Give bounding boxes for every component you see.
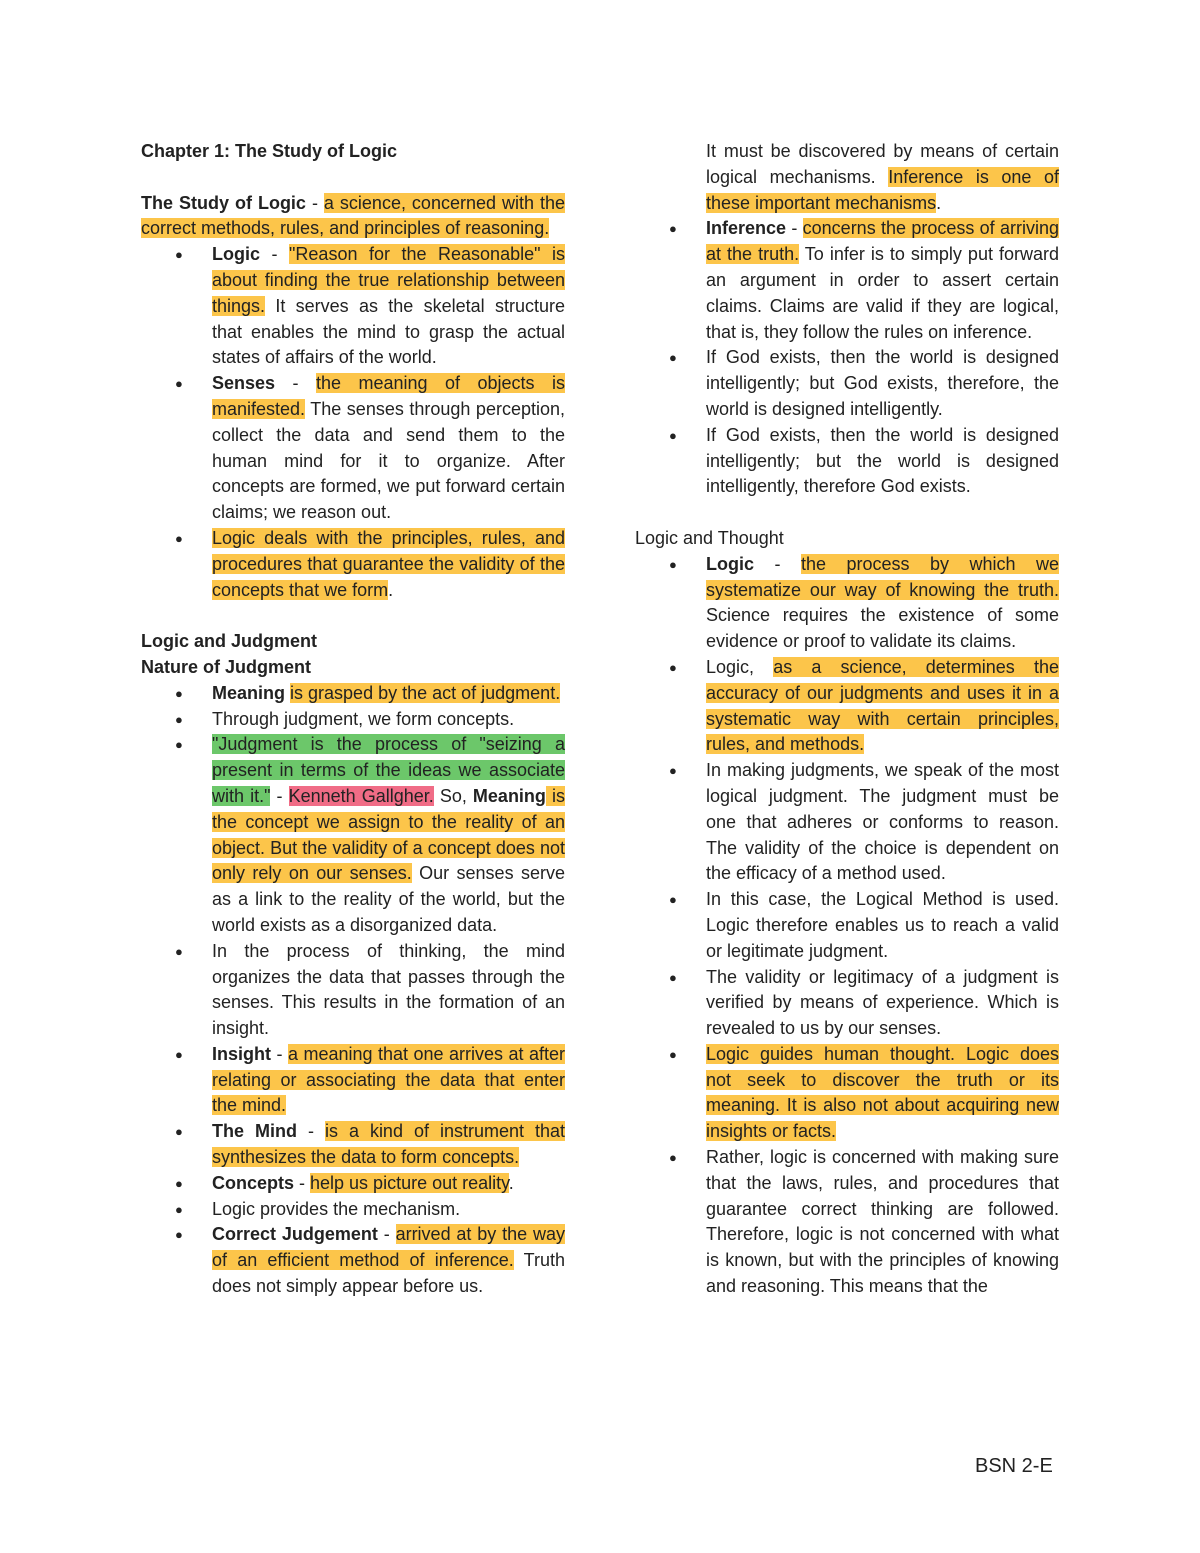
section-title: Logic and Judgment (141, 631, 318, 652)
list-item (635, 887, 1059, 964)
highlight-yellow: "Reason for the Reasonable" is about finding the true relationship between things. (212, 244, 565, 316)
list-item (141, 1042, 565, 1119)
body-text: The validity or legitimacy of a judgment is verified by means of experience. Which is revealed to us by our senses. (706, 966, 1059, 1039)
right-column (635, 139, 1059, 1300)
list-item (141, 1119, 565, 1171)
separator: - (275, 373, 316, 394)
body-text: In making judgments, we speak of the most logical judgment. The judgment must be one that adheres or conforms to reason. The validity of the choice is dependent on the efficacy of a method used. (706, 760, 1059, 884)
section-title: Logic and Thought (635, 527, 784, 548)
list-item (635, 552, 1059, 655)
term: Logic (212, 244, 260, 265)
list-item (635, 1042, 1059, 1145)
separator: - (377, 1224, 396, 1245)
continuation-list (635, 139, 1059, 500)
list-item (141, 1197, 565, 1223)
study-of-logic-list (141, 242, 565, 603)
list-item (141, 681, 565, 707)
body-text: Through judgment, we form concepts. (212, 708, 515, 729)
highlight-yellow: arrived at by the way of an efficient method of inference. (212, 1224, 565, 1271)
term: The Mind (212, 1121, 297, 1142)
highlight-yellow: Logic guides human thought. Logic does not seek to discover the truth or its meaning. It is also not about acquiring new insights or facts. (706, 1043, 1059, 1142)
term: Insight (212, 1043, 271, 1064)
body-text: It must be discovered by means of certain logical mechanisms. (706, 141, 1059, 187)
body-text: . (388, 579, 394, 600)
highlight-yellow: concerns the process of arriving at the truth. (706, 218, 1059, 265)
body-text: In this case, the Logical Method is used. Logic therefore enables us to reach a valid or legitimate judgment. (706, 889, 1059, 961)
body-text: Logic, (706, 656, 774, 677)
highlight-green: "Judgment is the process of "seizing a present in terms of the ideas we associate with it." (212, 734, 565, 806)
chapter-title: Chapter 1: The Study of Logic (141, 141, 398, 161)
list-item (141, 939, 565, 1042)
continued-item (635, 139, 1059, 216)
page-footer: BSN 2-E (975, 1455, 1053, 1477)
term: Senses (212, 373, 276, 394)
term: Logic (706, 553, 754, 574)
list-item (141, 242, 565, 371)
separator: - (305, 192, 324, 213)
separator: - (786, 218, 803, 239)
body-text: In the process of thinking, the mind organizes the data that passes through the senses. This results in the formation of an insight. (212, 940, 565, 1039)
list-item (635, 216, 1059, 345)
list-item (635, 345, 1059, 422)
term: Concepts (212, 1172, 295, 1193)
subsection-title: Nature of Judgment (141, 656, 312, 677)
separator: - (296, 1121, 325, 1142)
body-text: Truth does not simply appear before us. (212, 1250, 565, 1297)
highlight-yellow: help us picture out reality (310, 1172, 509, 1193)
list-item (141, 526, 565, 603)
body-text: Our senses serve as a link to the reality of the world, but the world exists as a disorganized data. (212, 863, 565, 935)
highlight-pink: Kenneth Gallgher. (288, 785, 434, 806)
spacer (141, 603, 565, 629)
highlight-yellow: Inference is one of these important mechanisms (706, 166, 1059, 213)
highlight-yellow: as a science, determines the accuracy of our judgments and uses it in a systematic way with certain principles, rules, and methods. (706, 656, 1059, 755)
list-item (635, 965, 1059, 1042)
body-text: The senses through perception, collect the data and send them to the human mind for it to organize. After concepts are formed, we put forward certain claims; we reason out. (212, 398, 565, 523)
list-item (141, 1171, 565, 1197)
highlight-yellow: a meaning that one arrives at after relating or associating the data that enter the mind. (212, 1043, 565, 1116)
list-item (635, 758, 1059, 887)
highlight-yellow: is the concept we assign to the reality of an object. (212, 785, 565, 858)
term: Meaning (212, 682, 286, 703)
highlight-yellow: the process by which we systematize our way of knowing the truth. (706, 553, 1059, 600)
highlight-yellow: is a kind of instrument that synthesizes the data to form concepts. (212, 1121, 565, 1168)
separator: - (754, 553, 801, 574)
separator: - (270, 785, 289, 806)
body-text: If God exists, then the world is designed intelligently; but the world is designed intelligently, therefore God exists. (706, 424, 1059, 497)
body-text: Science requires the existence of some evidence or proof to validate its claims. (706, 605, 1059, 652)
list-item (635, 423, 1059, 500)
term: Meaning (472, 785, 546, 806)
body-text: . (508, 1172, 514, 1193)
body-text: . (936, 192, 942, 213)
body-text: It serves as the skeletal structure that enables the mind to grasp the actual states of affairs of the world. (212, 295, 565, 368)
spacer (141, 165, 565, 191)
highlight-yellow: the meaning of objects is manifested. (212, 373, 566, 419)
body-text: Logic provides the mechanism. (212, 1198, 461, 1219)
highlight-yellow: Logic deals with the principles, rules, and procedures that guarantee the validity of the concepts that we form (212, 527, 565, 600)
list-item (141, 371, 565, 526)
list-item (141, 1222, 565, 1299)
list-item (635, 1145, 1059, 1300)
separator: - (260, 244, 290, 265)
body-text: So, (433, 785, 473, 806)
highlight-yellow: is grasped by the act of judgment. (290, 682, 561, 703)
term: Correct Judgement (212, 1224, 378, 1245)
list-item (635, 655, 1059, 758)
highlight-yellow: But the validity of a concept does not only rely on our senses. (212, 837, 565, 884)
body-text: To infer is to simply put forward an argument in order to assert certain claims. Claims are valid if they are logical, that is, they follow the rules on inference. (706, 244, 1059, 342)
intro-term: The Study of Logic (141, 192, 306, 213)
nature-of-judgment-list (141, 681, 565, 1300)
body-text: If God exists, then the world is designed intelligently; but God exists, therefore, the world is designed intelligently. (706, 347, 1059, 419)
left-column (141, 139, 565, 1300)
logic-and-thought-list (635, 552, 1059, 1300)
separator: - (294, 1172, 311, 1193)
term: Inference (706, 218, 787, 239)
highlight-yellow: a science, concerned with the correct methods, rules, and principles of reasoning. (141, 192, 565, 239)
intro-paragraph (141, 191, 565, 243)
separator: - (271, 1043, 288, 1064)
list-item (141, 707, 565, 733)
list-item (141, 732, 565, 938)
body-text: Rather, logic is concerned with making sure that the laws, rules, and procedures that guarantee correct thinking are followed. Therefore, logic is not concerned with what is known, but with the principles of knowing and reasoning. This means that the (706, 1147, 1059, 1297)
spacer (635, 500, 1059, 526)
